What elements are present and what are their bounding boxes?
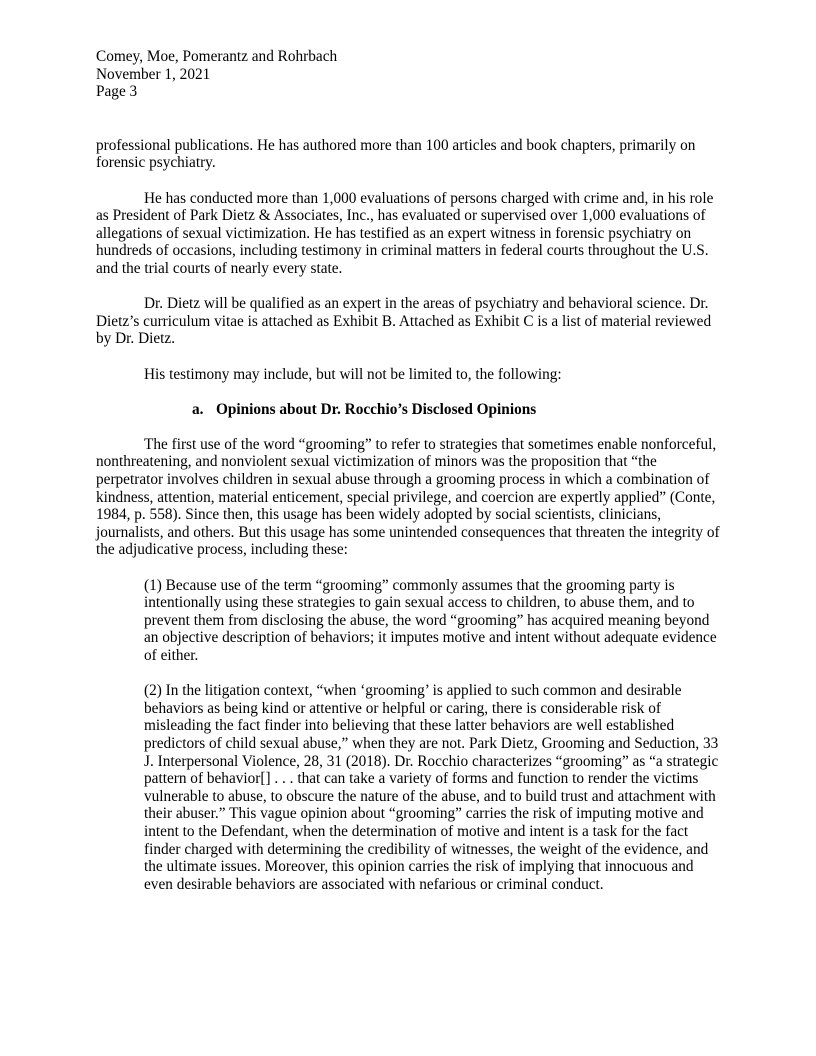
paragraph-qualification: Dr. Dietz will be qualified as an expert in the areas of psychiatry and behavioral science. Dr. Dietz’s curriculum vitae is attached as Exhibit B. Attached as Exhibit C is a list of material reviewed by Dr. Dietz.: [96, 295, 712, 348]
paragraph-publications: professional publications. He has authored more than 100 articles and book chapters, primarily on forensic psychiatry.: [96, 136, 696, 172]
letter-header: [96, 48, 724, 101]
block-point-1: (1) Because use of the term “grooming” commonly assumes that the grooming party is intentionally using these strategies to gain sexual access to children, to abuse them, and to prevent them from disclosing the abuse, the word “grooming” has acquired meaning beyond an objective description of behaviors; it imputes motive and intent without adequate evidence of either.: [144, 576, 717, 664]
paragraph-grooming-origin: The first use of the word “grooming” to refer to strategies that sometimes enable nonforceful, nonthreatening, and nonviolent sexual victimization of minors was the proposition that “the perpetrator involves children in sexual abuse through a grooming process in which a combination of kindness, attention, material enticement, special privilege, and coercion are expertly applied” (Conte, 1984, p. 558). Since then, this usage has been widely adopted by social scientists, clinicians, journalists, and others. But this usage has some unintended consequences that threaten the integrity of the adjudicative process, including these:: [96, 435, 720, 559]
section-heading-text: Opinions about Dr. Rocchio’s Disclosed Opinions: [216, 400, 537, 418]
block-point-2: (2) In the litigation context, “when ‘grooming’ is applied to such common and desirable behaviors as being kind or attentive or helpful or caring, there is considerable risk of misleading the fact finder into believing that these latter behaviors are well established predictors of child sexual abuse,” when they are not. Park Dietz, Grooming and Seduction, 33 J. Interpersonal Violence, 28, 31 (2018). Dr. Rocchio characterizes “grooming” as “a strategic pattern of behavior[] . . . that can take a variety of forms and function to render the victims vulnerable to abuse, to obscure the nature of the abuse, and to build trust and attachment with their abuser.” This vague opinion about “grooming” carries the risk of imputing motive and intent to the Defendant, when the determination of motive and intent is a task for the fact finder charged with determining the credibility of witnesses, the weight of the evidence, and the ultimate issues. Moreover, this opinion carries the risk of implying that innocuous and even desirable behaviors are associated with nefarious or criminal conduct.: [144, 682, 719, 893]
paragraph-evaluations: He has conducted more than 1,000 evaluations of persons charged with crime and, in his role as President of Park Dietz & Associates, Inc., has evaluated or supervised over 1,000 evaluations of allegations of sexual victimization. He has testified as an expert witness in forensic psychiatry on hundreds of occasions, including testimony in criminal matters in federal courts throughout the U.S. and the trial courts of nearly every state.: [96, 189, 714, 277]
header-recipients: Comey, Moe, Pomerantz and Rohrbach: [96, 48, 338, 65]
section-heading: [192, 401, 724, 419]
paragraph-testimony-intro: His testimony may include, but will not be limited to, the following:: [144, 365, 562, 383]
header-page-number: Page 3: [96, 83, 138, 101]
letter-content: [96, 48, 724, 911]
header-date: November 1, 2021: [96, 65, 211, 83]
section-heading-marker: a.: [192, 400, 204, 418]
